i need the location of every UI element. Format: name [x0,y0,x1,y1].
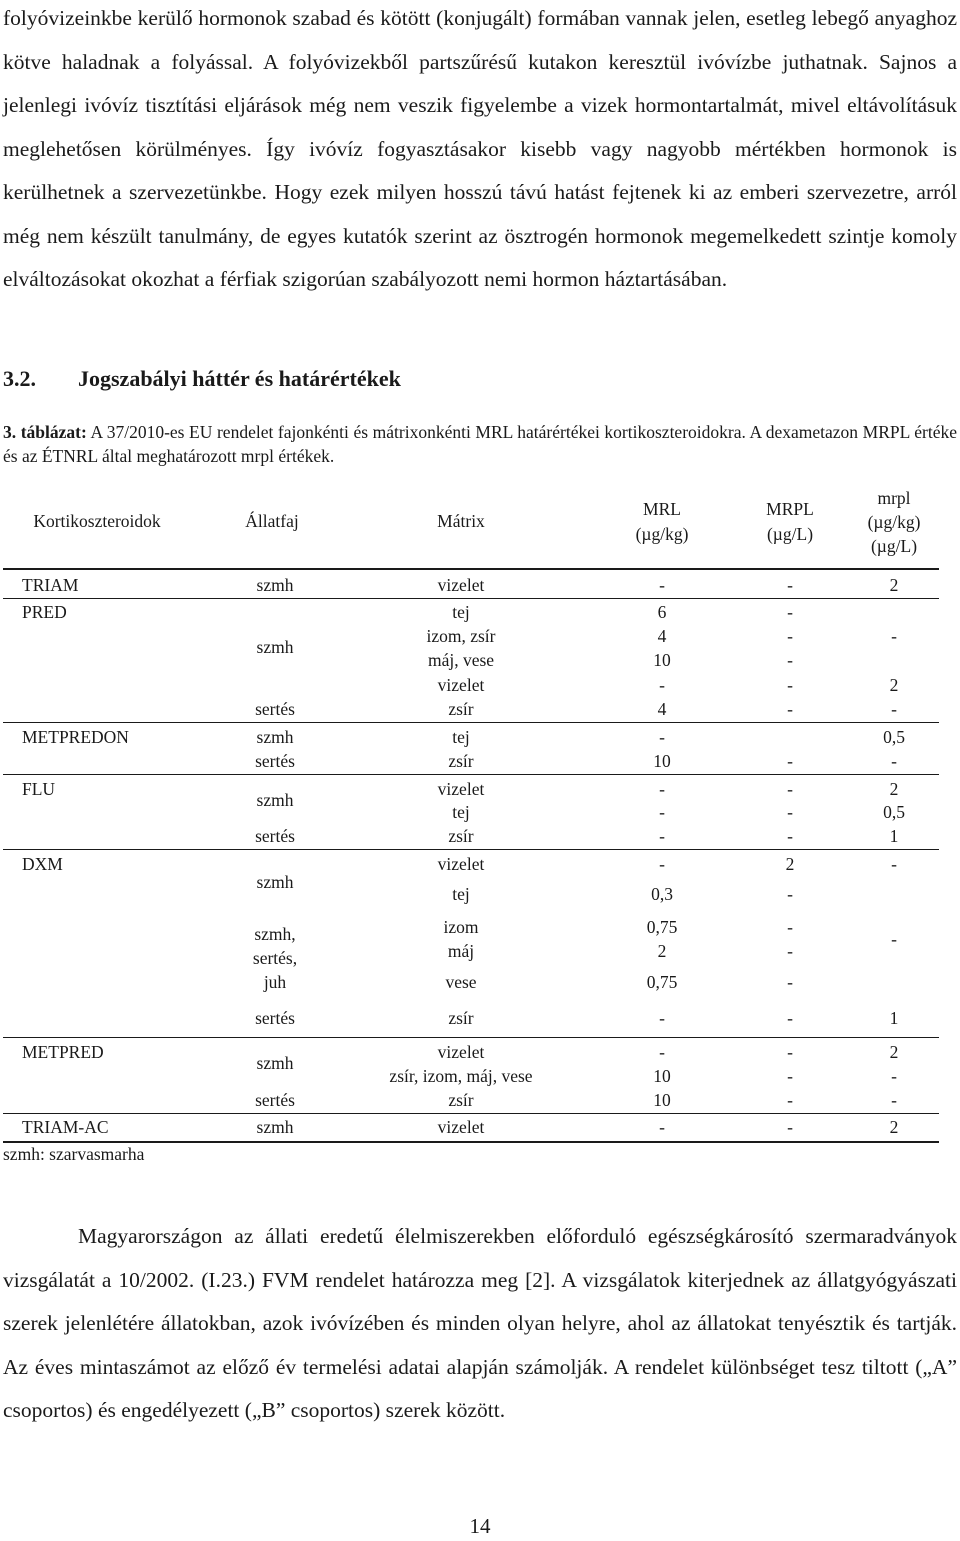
mrpl-cell: - [787,751,793,771]
matrix-cell: tej [452,884,470,904]
mrpl-cell: - [787,602,793,622]
page-number: 14 [469,1514,491,1538]
mrpl-lower-cell: 2 [889,675,899,695]
header-mrl-unit: (µg/kg) [635,524,689,544]
body-paragraph-2: Magyarországon az állati eredetű élelmiszerekben előforduló egészségkárosító szermaradványok vizsgálatát a 10/2002. (I.23.) FVM rendelet határozza meg [2]. A vizsgálatok kiterjednek az állatgyógyászati szerek jelenlétére állatokban, azok ivóvízében és minden olyan helyre, ahol az állatokat tenyésztik és tartják. Az éves mintaszámot az előző év termelési adatai alapján számolják. A rendelet különbséget tesz tiltott („A” csoportos) és engedélyezett („B” csoportos) szerek között. [3,1224,957,1422]
compound-cell: DXM [22,854,63,874]
section-number: 3.2. [3,366,36,391]
mrpl-cell: - [787,1066,793,1086]
mrpl-cell: - [787,650,793,670]
mrpl-lower-cell: 2 [889,1117,899,1137]
row-rule [3,1113,939,1114]
header-species: Állatfaj [245,511,299,531]
mrl-cell: 0,75 [646,972,678,992]
mrpl-cell: - [787,826,793,846]
matrix-cell: vizelet [437,779,485,799]
mrpl-cell: - [787,675,793,695]
species-cell: szmh, [254,924,296,944]
mrpl-lower-cell: 0,5 [883,802,905,822]
header-mrpl-unit: (µg/L) [766,524,814,544]
mrl-cell: - [659,1008,665,1028]
mrpl-cell: - [787,1117,793,1137]
mrpl-cell: - [787,972,793,992]
row-rule [3,598,939,599]
matrix-cell: vese [445,972,477,992]
table-bottom-rule [3,1141,939,1143]
matrix-cell: izom, zsír [426,626,496,646]
mrl-cell: 6 [657,602,667,622]
matrix-cell: zsír [448,1090,474,1110]
row-rule [3,722,939,723]
mrpl-cell: 2 [785,854,795,874]
species-cell: szmh [256,872,294,892]
species-cell: sertés [255,751,295,771]
mrpl-lower-cell: - [891,929,897,949]
mrpl-cell: - [787,1042,793,1062]
matrix-cell: zsír, izom, máj, vese [389,1066,533,1086]
header-mrpl: MRPL [766,499,814,519]
matrix-cell: vizelet [437,854,485,874]
mrpl-cell: - [787,917,793,937]
species-cell: szmh [256,727,294,747]
mrl-cell: 10 [653,751,671,771]
species-cell: sertés [255,826,295,846]
species-cell: szmh [256,575,294,595]
mrpl-lower-cell: - [891,626,897,646]
mrl-cell: - [659,1117,665,1137]
compound-cell: METPRED [22,1042,104,1062]
mrpl-lower-cell: - [891,751,897,771]
table-footnote: szmh: szarvasmarha [3,1144,145,1164]
mrl-cell: - [659,1042,665,1062]
mrl-cell: - [659,802,665,822]
species-cell: sertés [255,1008,295,1028]
compound-cell: TRIAM-AC [22,1117,109,1137]
mrpl-cell: - [787,1090,793,1110]
table-caption-label: 3. táblázat: [3,422,87,442]
mrpl-lower-cell: 2 [889,575,899,595]
mrpl-lower-cell: 2 [889,1042,899,1062]
mrpl-cell: - [787,626,793,646]
mrl-cell: - [659,826,665,846]
matrix-cell: tej [452,802,470,822]
matrix-cell: zsír [448,699,474,719]
mrpl-cell: - [787,1008,793,1028]
mrpl-lower-cell: 2 [889,779,899,799]
species-cell: szmh [256,637,294,657]
mrl-cell: - [659,779,665,799]
species-cell: szmh [256,1117,294,1137]
matrix-cell: vizelet [437,1117,485,1137]
mrl-cell: 4 [657,626,667,646]
mrpl-lower-cell: 0,5 [883,727,905,747]
mrpl-lower-cell: - [891,699,897,719]
mrl-cell: 10 [653,650,671,670]
species-cell: juh [263,972,287,992]
table-caption-text: A 37/2010-es EU rendelet fajonkénti és mátrixonkénti MRL határértékei kortikoszteroidokra. A dexametazon MRPL értéke és az ÉTNRL által meghatározott mrpl értékek. [3,422,957,466]
mrl-cell: - [659,575,665,595]
mrpl-lower-cell: - [891,854,897,874]
matrix-cell: tej [452,602,470,622]
mrl-cell: - [659,675,665,695]
matrix-cell: tej [452,727,470,747]
species-cell: sertés, [252,948,298,968]
mrl-cell: 10 [653,1090,671,1110]
row-rule [3,849,939,850]
matrix-cell: máj [447,941,475,961]
mrl-cell: 4 [657,699,667,719]
compound-cell: FLU [22,779,56,799]
section-title: Jogszabályi háttér és határértékek [78,366,401,391]
matrix-cell: máj, vese [427,650,495,670]
mrpl-cell: - [787,575,793,595]
header-mrpl-lower-unit-kg: (µg/kg) [867,512,921,532]
compound-cell: METPREDON [22,727,129,747]
species-cell: szmh [256,1053,294,1073]
header-compound: Kortikoszteroidok [33,511,161,531]
header-rule [3,568,939,570]
mrl-cell: 0,75 [646,917,678,937]
mrl-cell: - [659,854,665,874]
matrix-cell: zsír [448,1008,474,1028]
matrix-cell: vizelet [437,1042,485,1062]
compound-cell: PRED [22,602,67,622]
species-cell: sertés [255,699,295,719]
mrl-cell: 10 [653,1066,671,1086]
compound-cell: TRIAM [22,575,79,595]
matrix-cell: zsír [448,826,474,846]
matrix-cell: vizelet [437,675,485,695]
matrix-cell: vizelet [437,575,485,595]
mrpl-lower-cell: 1 [889,1008,899,1028]
header-mrl: MRL [643,499,681,519]
matrix-cell: zsír [448,751,474,771]
mrl-cell: - [659,727,665,747]
species-cell: sertés [255,1090,295,1110]
mrpl-lower-cell: - [891,1090,897,1110]
mrpl-cell: - [787,802,793,822]
row-rule [3,1037,939,1038]
mrpl-cell: - [787,884,793,904]
header-mrpl-lower-unit-l: (µg/L) [870,536,918,556]
mrpl-lower-cell: 1 [889,826,899,846]
mrpl-lower-cell: - [891,1066,897,1086]
row-rule [3,774,939,775]
mrl-cell: 0,3 [651,884,673,904]
mrl-cell: 2 [657,941,667,961]
mrpl-cell: - [787,699,793,719]
matrix-cell: izom [443,917,479,937]
body-paragraph-1: folyóvizeinkbe kerülő hormonok szabad és kötött (konjugált) formában vannak jelen, esetleg lebegő anyaghoz kötve haladnak a folyással. A folyóvizekből partszűrésű kutakon keresztül ivóvízbe juthatnak. Sajnos a jelenlegi ivóvíz tisztítási eljárások még nem veszik figyelembe a vizek hormontartalmát, mivel eltávolításuk meglehetősen körülményes. Így ivóvíz fogyasztásakor kisebb vagy nagyobb mértékben hormonok is kerülhetnek a szervezetünkbe. Hogy ezek milyen hosszú távú hatást fejtenek ki az emberi szervezetre, arról még nem készült tanulmány, de egyes kutatók szerint az ösztrogén hormonok megemelkedett szintje komoly elváltozásokat okozhat a férfiak szigorúan szabályozott nemi hormon háztartásában. [3,6,957,291]
mrpl-cell: - [787,779,793,799]
header-mrpl-lower: mrpl [877,488,911,508]
species-cell: szmh [256,790,294,810]
mrpl-cell: - [787,941,793,961]
header-matrix: Mátrix [437,511,485,531]
